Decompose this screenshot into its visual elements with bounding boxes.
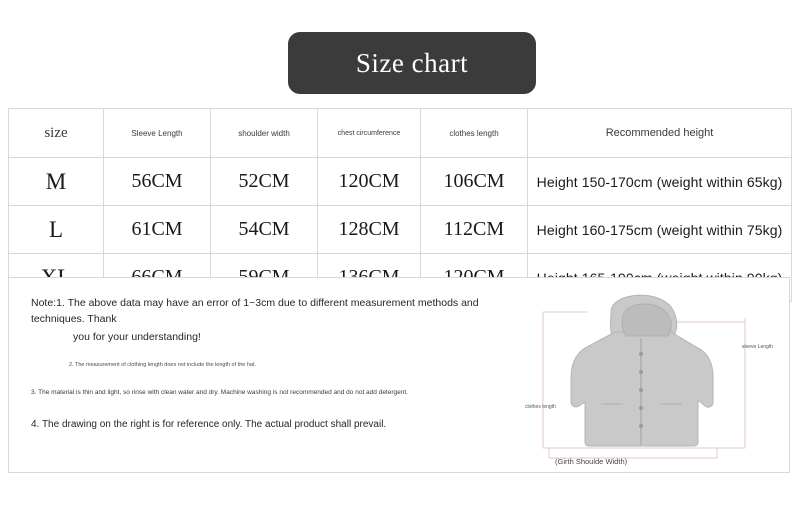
cell-sleeve: 56CM xyxy=(104,158,211,206)
header-sleeve: Sleeve Length xyxy=(104,109,211,158)
cell-shoulder: 52CM xyxy=(211,158,318,206)
illustration-caption: (Girth Shoulde Width) xyxy=(555,457,628,466)
label-sleeve-length: sleeve Length xyxy=(741,344,773,350)
cell-clothes: 106CM xyxy=(421,158,528,206)
note-line-3: 3. The material is thin and light, so rinse with clean water and dry. Machine washing is not recommended and do not add detergent. xyxy=(31,388,408,396)
notes-text xyxy=(31,296,531,432)
size-table xyxy=(8,108,792,302)
cell-chest: 120CM xyxy=(318,158,421,206)
cell-height: Height 160-175cm (weight within 75kg) xyxy=(528,206,792,254)
cell-size: L xyxy=(9,206,104,254)
note-line-1: Note:1. The above data may have an error of 1~3cm due to different measurement methods and techniques. Thank xyxy=(31,297,479,325)
cell-sleeve: 61CM xyxy=(104,206,211,254)
raincoat-illustration xyxy=(527,282,775,468)
table-row xyxy=(9,206,792,254)
notes-box xyxy=(8,277,790,473)
header-size: size xyxy=(9,109,104,158)
table-header xyxy=(9,109,792,158)
note-line-4: 4. The drawing on the right is for reference only. The actual product shall prevail. xyxy=(31,419,387,431)
title-banner xyxy=(288,32,536,94)
table-row xyxy=(9,158,792,206)
label-clothes-length: clothes length xyxy=(525,404,556,410)
size-table-container xyxy=(8,108,792,302)
cell-height: Height 150-170cm (weight within 65kg) xyxy=(528,158,792,206)
cell-size: M xyxy=(9,158,104,206)
header-clothes: clothes length xyxy=(421,109,528,158)
note-line-1b: you for your understanding! xyxy=(73,330,201,343)
table-header-row xyxy=(9,109,792,158)
cell-shoulder: 54CM xyxy=(211,206,318,254)
header-height: Recommended height xyxy=(528,109,792,158)
note-line-2: 2. The measurement of clothing length does not include the length of the hat. xyxy=(69,362,257,369)
header-shoulder: shoulder width xyxy=(211,109,318,158)
page-title: Size chart xyxy=(355,47,469,78)
raincoat-drawing-svg xyxy=(527,282,775,468)
header-chest: chest circumference xyxy=(318,109,421,158)
cell-chest: 128CM xyxy=(318,206,421,254)
cell-clothes: 112CM xyxy=(421,206,528,254)
